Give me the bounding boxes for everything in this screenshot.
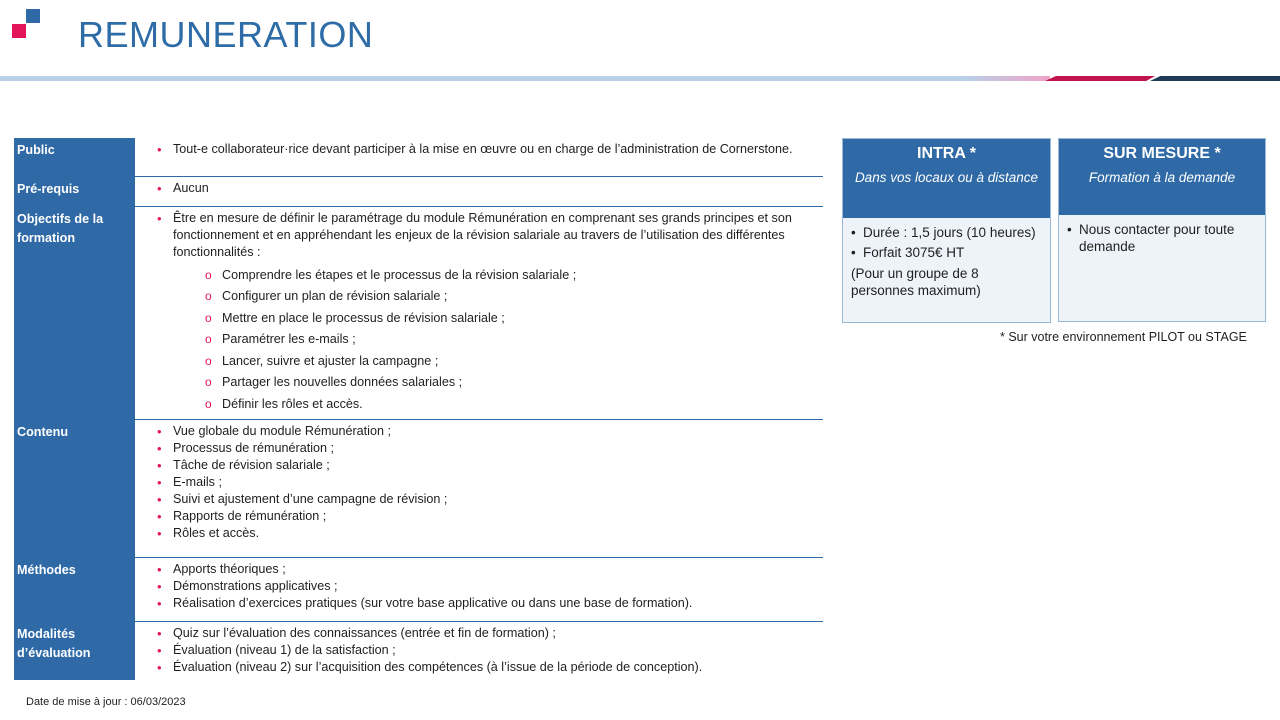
row-label: Public <box>14 138 135 176</box>
sublist-item: o Lancer, suivre et ajuster la campagne ; <box>157 351 819 373</box>
sur-mesure-title: SUR MESURE * <box>1103 145 1221 162</box>
header-divider <box>0 76 1280 82</box>
list-item: • Tâche de révision salariale ; <box>157 457 819 474</box>
sublist-item: o Partager les nouvelles données salariales ; <box>157 372 819 394</box>
intra-item: • Durée : 1,5 jours (10 heures) <box>851 224 1042 241</box>
intra-box <box>842 138 1051 323</box>
page-title: REMUNERATION <box>78 14 374 55</box>
list-item: • Évaluation (niveau 1) de la satisfaction ; <box>157 642 819 659</box>
intra-subtitle: Dans vos locaux ou à distance <box>854 170 1039 185</box>
sublist-item: o Définir les rôles et accès. <box>157 394 819 416</box>
program-table <box>14 138 823 680</box>
row-label: Contenu <box>14 420 135 558</box>
row-content <box>135 622 823 681</box>
list-item: • E-mails ; <box>157 474 819 491</box>
intra-body <box>843 218 1050 322</box>
row-content <box>135 558 823 622</box>
list-item: • Réalisation d’exercices pratiques (sur votre base applicative ou dans une base de formation). <box>157 595 819 612</box>
row-label: Modalités d’évaluation <box>14 622 135 681</box>
list-item: • Être en mesure de définir le paramétrage du module Rémunération en comprenant ses grands principes et son fonctionnement et en appréhendant les enjeux de la révision salariale au travers de l’utilisation des différentes fonctionnalités : <box>157 210 819 261</box>
list-item: • Rôles et accès. <box>157 525 819 542</box>
list-item: • Rapports de rémunération ; <box>157 508 819 525</box>
sur-mesure-item: • Nous contacter pour toute demande <box>1067 221 1257 255</box>
row-label: Pré-requis <box>14 176 135 206</box>
sur-mesure-subtitle: Formation à la demande <box>1088 170 1236 185</box>
row-content <box>135 206 823 420</box>
brand-logo <box>12 9 42 39</box>
row-content <box>135 176 823 206</box>
sur-mesure-body <box>1059 215 1265 321</box>
list-item: • Apports théoriques ; <box>157 561 819 578</box>
row-contenu <box>14 420 823 558</box>
sublist-item: o Paramétrer les e-mails ; <box>157 329 819 351</box>
logo-pink-square <box>12 24 26 38</box>
sur-mesure-box <box>1058 138 1266 322</box>
environment-footnote: * Sur votre environnement PILOT ou STAGE <box>1000 330 1247 344</box>
row-modalites <box>14 622 823 681</box>
intra-item: • Forfait 3075€ HT <box>851 244 1042 261</box>
row-objectifs <box>14 206 823 420</box>
sublist-item: o Comprendre les étapes et le processus de la révision salariale ; <box>157 265 819 287</box>
row-prerequis <box>14 176 823 206</box>
update-date: Date de mise à jour : 06/03/2023 <box>26 696 186 708</box>
list-item: • Quiz sur l’évaluation des connaissances (entrée et fin de formation) ; <box>157 625 819 642</box>
row-methodes <box>14 558 823 622</box>
objectives-sublist <box>157 265 819 416</box>
sur-mesure-header <box>1059 139 1265 215</box>
intra-header <box>843 139 1050 218</box>
list-item: • Suivi et ajustement d’une campagne de révision ; <box>157 491 819 508</box>
list-item: • Vue globale du module Rémunération ; <box>157 423 819 440</box>
sublist-item: o Configurer un plan de révision salariale ; <box>157 286 819 308</box>
logo-blue-square <box>26 9 40 23</box>
intra-note: (Pour un groupe de 8 personnes maximum) <box>851 266 981 298</box>
row-label: Objectifs de la formation <box>14 206 135 420</box>
row-content <box>135 138 823 176</box>
list-item: • Tout-e collaborateur·rice devant participer à la mise en œuvre ou en charge de l’administration de Cornerstone. <box>157 141 819 158</box>
row-content <box>135 420 823 558</box>
row-public <box>14 138 823 176</box>
intra-title: INTRA * <box>917 145 976 162</box>
list-item: • Aucun <box>157 180 819 197</box>
sublist-item: o Mettre en place le processus de révision salariale ; <box>157 308 819 330</box>
list-item: • Processus de rémunération ; <box>157 440 819 457</box>
list-item: • Évaluation (niveau 2) sur l’acquisition des compétences (à l’issue de la période de conception). <box>157 659 819 676</box>
row-label: Méthodes <box>14 558 135 622</box>
list-item: • Démonstrations applicatives ; <box>157 578 819 595</box>
